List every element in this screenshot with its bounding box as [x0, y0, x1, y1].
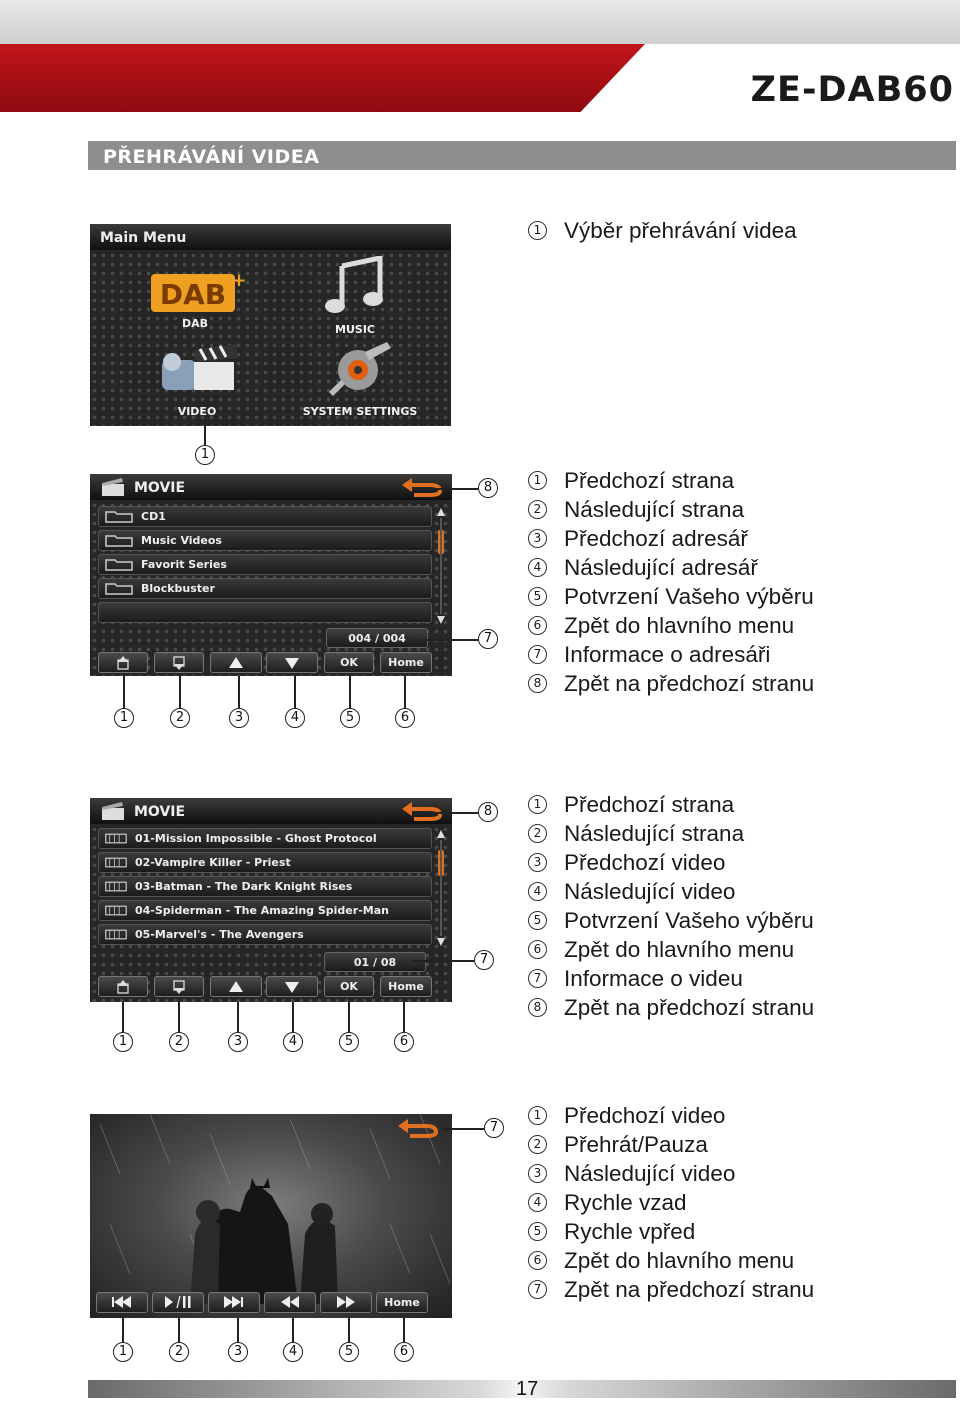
film-strip-icon [105, 904, 127, 917]
prev-folder-button[interactable] [210, 652, 262, 673]
fast-forward-icon [336, 1296, 356, 1308]
callout-s3-3: 3 [228, 1032, 248, 1052]
list-item[interactable] [98, 876, 432, 897]
legend-item [528, 879, 814, 908]
film-strip-icon [105, 928, 127, 941]
legend-item [528, 555, 814, 584]
legend-item [528, 468, 814, 497]
film-strip-icon [105, 856, 127, 869]
home-button[interactable]: Home [380, 976, 432, 997]
legend-item [528, 526, 814, 555]
callout-s2-4: 4 [285, 708, 305, 728]
next-video-button[interactable] [208, 1292, 260, 1313]
home-button[interactable]: Home [376, 1292, 428, 1313]
callout-line [122, 1002, 124, 1032]
screen4-legend [528, 1103, 814, 1306]
legend-number: 6 [528, 1251, 547, 1270]
callout-s2-1: 1 [114, 708, 134, 728]
legend-text: Výběr přehrávání videa [564, 218, 797, 243]
list-item[interactable] [98, 530, 432, 551]
menu-video-label: VIDEO [177, 405, 217, 418]
next-page-button[interactable] [154, 976, 204, 997]
callout-s2-3: 3 [229, 708, 249, 728]
legend-item [528, 908, 814, 937]
legend-text: Rychle vpřed [564, 1219, 696, 1244]
legend-item [528, 642, 814, 671]
legend-text: Předchozí video [564, 850, 726, 875]
scrollbar[interactable] [437, 508, 445, 624]
prev-video-button[interactable] [210, 976, 262, 997]
callout-line [349, 676, 351, 708]
callout-line [348, 1002, 350, 1032]
row-label: 02-Vampire Killer - Priest [135, 856, 291, 869]
callout-s3-4: 4 [283, 1032, 303, 1052]
legend-number: 6 [528, 616, 547, 635]
callout-line [348, 1318, 350, 1342]
legend-number: 1 [528, 1106, 547, 1125]
legend-text: Následující video [564, 1161, 736, 1186]
video-frame-image [90, 1114, 452, 1318]
skip-forward-icon [223, 1296, 245, 1308]
legend-text: Zpět na předchozí stranu [564, 995, 815, 1020]
dab-logo-icon [143, 268, 247, 316]
legend-text: Zpět do hlavního menu [564, 1248, 795, 1273]
legend-item [528, 792, 814, 821]
legend-item [528, 966, 814, 995]
callout-s4-1: 1 [113, 1342, 133, 1362]
legend-text: Potvrzení Vašeho výběru [564, 908, 814, 933]
callout-s4-7: 7 [484, 1118, 504, 1138]
callout-line [412, 960, 474, 962]
list-item[interactable] [98, 852, 432, 873]
row-label: CD1 [141, 510, 166, 523]
legend-text: Zpět do hlavního menu [564, 613, 795, 638]
list-item[interactable] [98, 506, 432, 527]
rewind-icon [280, 1296, 300, 1308]
list-item[interactable] [98, 924, 432, 945]
legend-text: Zpět do hlavního menu [564, 937, 795, 962]
prev-page-button[interactable] [98, 976, 148, 997]
film-strip-icon [105, 832, 127, 845]
legend-number: 5 [528, 587, 547, 606]
callout-s4-2: 2 [169, 1342, 189, 1362]
movie-header [90, 798, 452, 824]
arrow-up-icon [228, 656, 244, 670]
legend-number: 8 [528, 998, 547, 1017]
next-page-icon [172, 980, 186, 994]
video-playback-screenshot [90, 1114, 452, 1318]
previous-video-button[interactable] [96, 1292, 148, 1313]
legend-item [528, 937, 814, 966]
movie-header [90, 474, 452, 500]
list-item-empty[interactable] [98, 602, 432, 623]
legend-text: Předchozí video [564, 1103, 726, 1128]
callout-line [442, 1128, 484, 1130]
legend-item [528, 1132, 814, 1161]
film-clapper-icon [100, 801, 126, 821]
fast-forward-button[interactable] [320, 1292, 372, 1313]
screen1-legend [528, 218, 797, 247]
legend-text: Přehrát/Pauza [564, 1132, 708, 1157]
main-menu-title: Main Menu [90, 224, 451, 250]
legend-item [528, 218, 797, 247]
list-item[interactable] [98, 554, 432, 575]
legend-text: Informace o videu [564, 966, 743, 991]
legend-number: 8 [528, 674, 547, 693]
legend-text: Zpět na předchozí stranu [564, 1277, 815, 1302]
legend-text: Následující adresář [564, 555, 758, 580]
legend-text: Zpět na předchozí stranu [564, 671, 815, 696]
row-label: Favorit Series [141, 558, 227, 571]
rewind-button[interactable] [264, 1292, 316, 1313]
callout-s3-7: 7 [474, 950, 494, 970]
callout-s4-3: 3 [228, 1342, 248, 1362]
legend-number: 4 [528, 1193, 547, 1212]
callout-line [178, 1002, 180, 1032]
callout-line [122, 1318, 124, 1342]
prev-page-button[interactable] [98, 652, 148, 673]
callout-line [292, 1318, 294, 1342]
menu-system-settings-label: SYSTEM SETTINGS [302, 405, 418, 418]
legend-number: 2 [528, 1135, 547, 1154]
legend-item [528, 995, 814, 1024]
callout-s4-4: 4 [283, 1342, 303, 1362]
folder-counter: 004 / 004 [326, 628, 428, 648]
movie-title: MOVIE [134, 480, 186, 496]
legend-number: 3 [528, 853, 547, 872]
legend-item [528, 584, 814, 613]
callout-s3-6: 6 [394, 1032, 414, 1052]
legend-text: Následující strana [564, 821, 745, 846]
home-button[interactable]: Home [380, 652, 432, 673]
menu-music[interactable] [300, 256, 410, 336]
legend-item [528, 821, 814, 850]
callout-line [204, 426, 206, 445]
legend-number: 2 [528, 500, 547, 519]
callout-line [123, 676, 125, 708]
folder-icon [105, 510, 133, 523]
back-arrow-icon [396, 1118, 440, 1138]
legend-number: 4 [528, 882, 547, 901]
next-folder-button[interactable] [266, 652, 318, 673]
callout-s2-6: 6 [395, 708, 415, 728]
legend-number: 4 [528, 558, 547, 577]
prev-page-icon [116, 656, 130, 670]
legend-item [528, 1277, 814, 1306]
callout-s3-5: 5 [339, 1032, 359, 1052]
legend-text: Předchozí strana [564, 468, 735, 493]
folder-icon [105, 534, 133, 547]
callout-line [178, 1318, 180, 1342]
callout-line [403, 1002, 405, 1032]
callout-s4-5: 5 [339, 1342, 359, 1362]
legend-text: Informace o adresáři [564, 642, 771, 667]
legend-number: 5 [528, 1222, 547, 1241]
legend-number: 2 [528, 824, 547, 843]
legend-text: Potvrzení Vašeho výběru [564, 584, 814, 609]
ok-button[interactable]: OK [324, 976, 374, 997]
folder-icon [105, 558, 133, 571]
legend-number: 7 [528, 969, 547, 988]
callout-s3-8: 8 [478, 802, 498, 822]
legend-item [528, 671, 814, 700]
legend-number: 1 [528, 471, 547, 490]
play-pause-button[interactable] [152, 1292, 204, 1313]
legend-text: Rychle vzad [564, 1190, 687, 1215]
next-page-button[interactable] [154, 652, 204, 673]
callout-line [404, 676, 406, 708]
row-label: 04-Spiderman - The Amazing Spider-Man [135, 904, 389, 917]
section-title: PŘEHRÁVÁNÍ VIDEA [103, 146, 320, 168]
legend-number: 1 [528, 221, 547, 240]
legend-item [528, 1103, 814, 1132]
callout-line [238, 676, 240, 708]
callout-line [237, 1318, 239, 1342]
list-item[interactable] [98, 578, 432, 599]
legend-number: 7 [528, 1280, 547, 1299]
skip-back-icon [111, 1296, 133, 1308]
menu-system-settings[interactable] [290, 338, 430, 418]
legend-item [528, 850, 814, 879]
legend-item [528, 497, 814, 526]
red-banner [0, 44, 645, 112]
legend-number: 3 [528, 529, 547, 548]
menu-music-label: MUSIC [335, 323, 375, 336]
svg-text:DAB: DAB [159, 278, 227, 311]
row-label: 01-Mission Impossible - Ghost Protocol [135, 832, 377, 845]
screen2-legend [528, 468, 814, 700]
legend-number: 3 [528, 1164, 547, 1183]
back-arrow-icon [400, 801, 444, 821]
scrollbar[interactable] [437, 830, 445, 946]
callout-s3-2: 2 [169, 1032, 189, 1052]
screen3-legend [528, 792, 814, 1024]
callout-line [294, 676, 296, 708]
legend-item [528, 613, 814, 642]
arrow-down-icon [284, 656, 300, 670]
top-strip [0, 0, 960, 44]
row-label: Blockbuster [141, 582, 215, 595]
back-arrow-icon [400, 477, 444, 497]
legend-item [528, 1190, 814, 1219]
row-label: Music Videos [141, 534, 222, 547]
page-number: 17 [516, 1378, 539, 1400]
callout-s4-6: 6 [394, 1342, 414, 1362]
legend-text: Předchozí adresář [564, 526, 748, 551]
legend-item [528, 1161, 814, 1190]
callout-line [436, 488, 478, 490]
folder-icon [105, 582, 133, 595]
svg-text:+: + [231, 270, 247, 291]
movie-title: MOVIE [134, 804, 186, 820]
arrow-down-icon [284, 980, 300, 994]
legend-number: 5 [528, 911, 547, 930]
next-page-icon [172, 656, 186, 670]
legend-text: Následující strana [564, 497, 745, 522]
legend-text: Následující video [564, 879, 736, 904]
ok-button[interactable]: OK [324, 652, 374, 673]
callout-line [420, 639, 478, 641]
legend-number: 6 [528, 940, 547, 959]
legend-item [528, 1219, 814, 1248]
callout-line [403, 1318, 405, 1342]
music-note-icon [320, 256, 390, 316]
callout-s3-1: 1 [113, 1032, 133, 1052]
row-label: 05-Marvel's - The Avengers [135, 928, 304, 941]
main-menu-screenshot [90, 224, 451, 426]
settings-gear-icon [325, 338, 395, 400]
legend-text: Předchozí strana [564, 792, 735, 817]
callout-s2-2: 2 [170, 708, 190, 728]
film-strip-icon [105, 880, 127, 893]
callout-s2-7: 7 [478, 629, 498, 649]
prev-page-icon [116, 980, 130, 994]
menu-dab-label: DAB [181, 317, 209, 330]
row-label: 03-Batman - The Dark Knight Rises [135, 880, 353, 893]
list-item[interactable] [98, 828, 432, 849]
movie-folder-screenshot [90, 474, 452, 676]
video-counter: 01 / 08 [324, 952, 426, 972]
callout-line [237, 1002, 239, 1032]
menu-dab[interactable] [140, 268, 250, 330]
legend-item [528, 1248, 814, 1277]
video-camera-icon [152, 342, 242, 400]
callout-line [179, 676, 181, 708]
callout-line [292, 1002, 294, 1032]
film-clapper-icon [100, 477, 126, 497]
list-item[interactable] [98, 900, 432, 921]
model-name: ZE-DAB60 [750, 70, 954, 110]
callout-s2-5: 5 [340, 708, 360, 728]
callout-s2-8: 8 [478, 478, 498, 498]
next-video-button[interactable] [266, 976, 318, 997]
play-pause-icon [164, 1296, 192, 1308]
legend-number: 1 [528, 795, 547, 814]
arrow-up-icon [228, 980, 244, 994]
legend-number: 7 [528, 645, 547, 664]
movie-list-screenshot [90, 798, 452, 1002]
menu-video[interactable] [142, 342, 252, 418]
callout-s1-1: 1 [195, 445, 215, 465]
callout-line [436, 812, 478, 814]
